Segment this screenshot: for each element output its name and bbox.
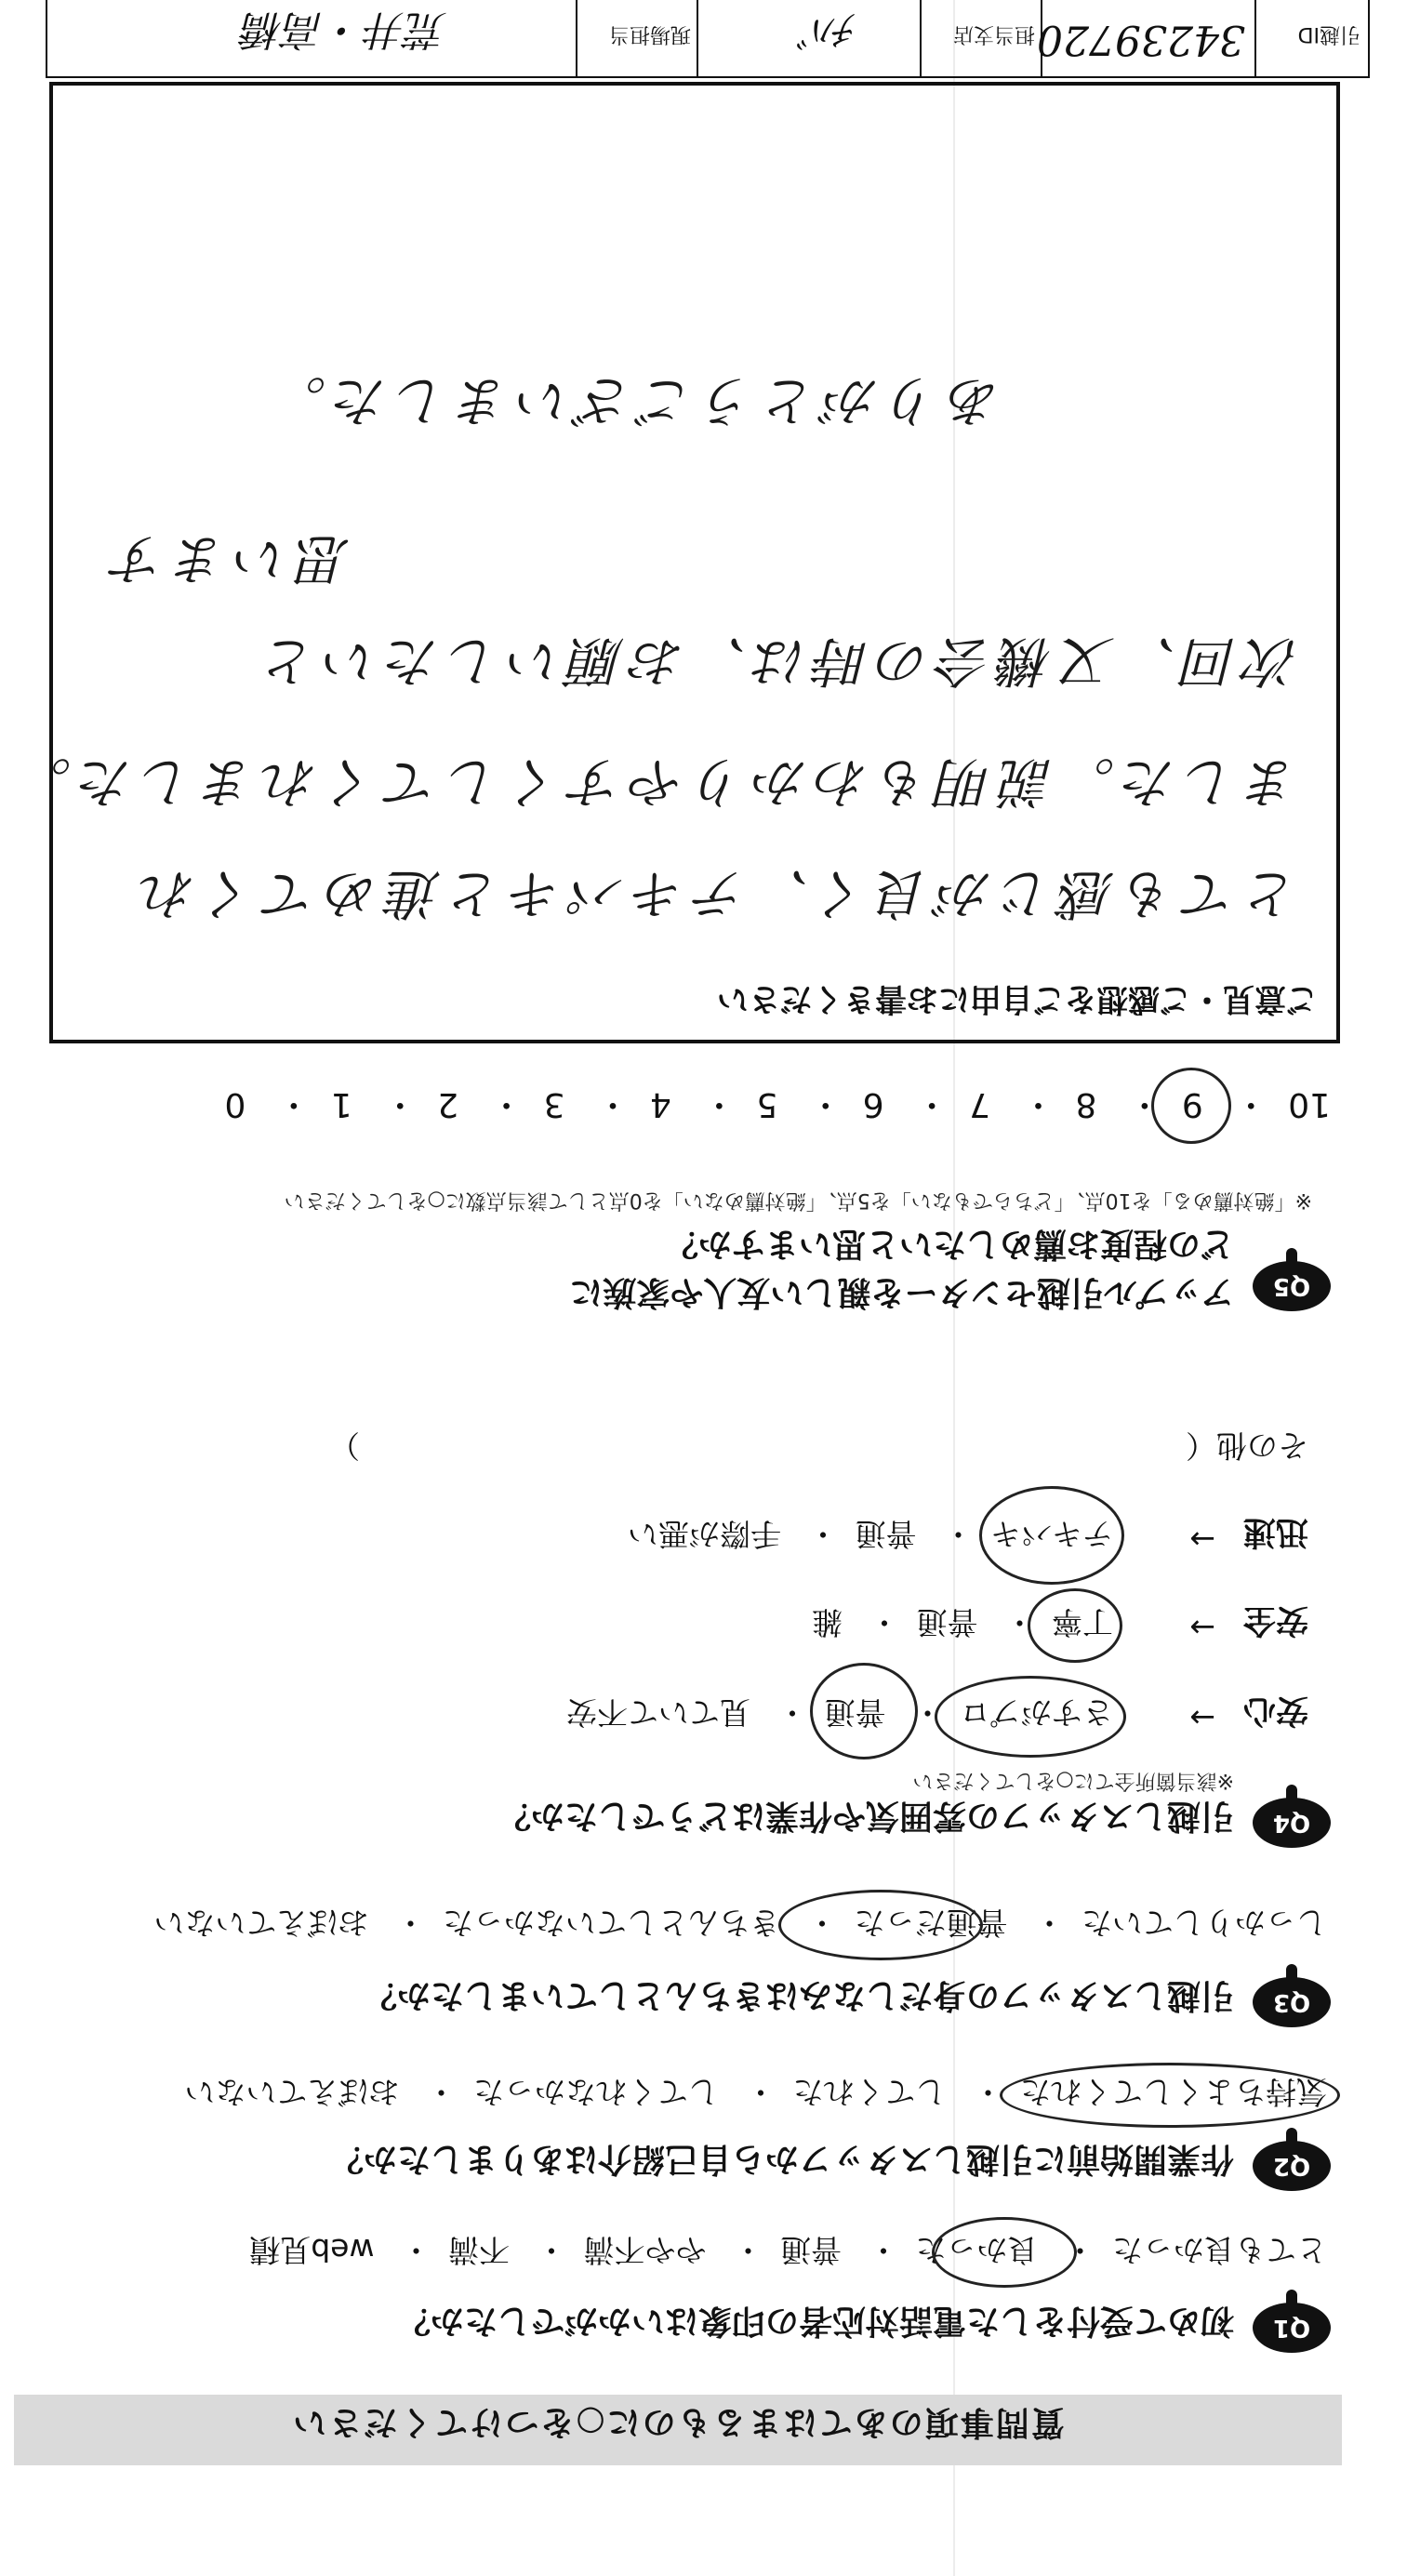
q4-row-label-anzen: 安全 <box>1242 1601 1308 1639</box>
staff-value-cell <box>51 0 577 76</box>
q3-option[interactable]: しっかりしていた <box>1082 1905 1327 1941</box>
comment-box[interactable] <box>9 82 1340 1043</box>
q4-option[interactable]: 普通 <box>916 1604 978 1640</box>
q4-anshin-circle-2 <box>810 1663 918 1759</box>
instructions-band <box>14 2395 1342 2465</box>
q5-scale-option[interactable]: 10 <box>1288 1085 1331 1123</box>
branch-label: 担当支店 <box>952 22 1035 46</box>
q3-answer-circle <box>778 1890 983 1960</box>
q4-option[interactable]: 雑 <box>812 1604 843 1640</box>
q5-icon: Q5 <box>1253 1261 1331 1311</box>
comment-heading: ご意見・ご感想をご自由にお書きください <box>717 980 1318 1017</box>
q4-row-label-jinsoku: 迅速 <box>1242 1513 1308 1550</box>
q2-icon: Q2 <box>1253 2141 1331 2191</box>
q4-anzen-circle <box>1028 1588 1122 1663</box>
q5-scale-option-selected[interactable]: 9 <box>1181 1085 1203 1123</box>
branch-value: ﾁﾊﾞ <box>795 6 856 53</box>
staff-label: 現場担当 <box>608 22 691 46</box>
q4-option-selected[interactable]: さすがプロ <box>960 1694 1113 1731</box>
comment-line-3: 次回、又機会の時は、お願いしたいと <box>255 630 1299 693</box>
q3-icon: Q3 <box>1253 1977 1331 2027</box>
comment-line-4: 思います <box>104 527 351 591</box>
id-value: 34239720 <box>1037 16 1245 63</box>
q4-note: ※該当箇所全てに○をしてください <box>912 1769 1234 1792</box>
q4-other <box>1169 1426 1308 1469</box>
q2-option-selected[interactable]: 気持ちよくしてくれた <box>1020 2074 1327 2110</box>
q2-option[interactable]: してくれた <box>792 2074 947 2110</box>
q5-question-line1: アップル引越センターを親しい友人や家族に <box>569 1273 1234 1311</box>
q1-answer-circle <box>932 2217 1077 2288</box>
q1-option[interactable]: 普通 <box>780 2232 842 2268</box>
q5-question-line2: どの程度お薦めしたいと思いますか？ <box>664 1225 1234 1263</box>
q5-scale-option[interactable]: 0 <box>224 1085 246 1123</box>
q5-note: ※「絶対薦める」を10点、「どちらでもない」を5点、「絶対薦めない」を0点として該当点数に○をしてください <box>284 1188 1312 1212</box>
staff-label-cell <box>576 0 698 76</box>
comment-line-5: ありがとうございました。 <box>264 369 1002 432</box>
q5-scale: 10・ 9・ 8・ 7・ 6・ 5・ 4・ 3・ 2・ 1・ 0 <box>224 1085 1331 1123</box>
q3-option[interactable]: おぼえていない <box>153 1905 369 1941</box>
q5-scale-option[interactable]: 4 <box>649 1085 671 1123</box>
q4-row-options-anzen: 丁寧・ 普通・ 雑 <box>812 1604 1113 1640</box>
q3-question: 引越しスタッフの身だしなみはきちんとしていましたか？ <box>363 1976 1234 2014</box>
arrow-right-icon: → <box>1189 1610 1215 1646</box>
q4-anshin-circle-1 <box>935 1676 1126 1758</box>
q1-options: とても良かった・ 良かった・ 普通・ やや不満・ 不満・ web見積 <box>249 2232 1327 2268</box>
branch-value-cell <box>697 0 922 76</box>
q4-other-close <box>312 1426 360 1469</box>
q1-option-selected[interactable]: 良かった <box>915 2232 1039 2268</box>
id-label: 引越ID <box>1297 22 1360 46</box>
q4-option-selected[interactable]: 丁寧 <box>1052 1604 1113 1640</box>
q5-answer-circle <box>1151 1068 1231 1144</box>
q1-option[interactable]: web見積 <box>249 2232 375 2268</box>
q1-option[interactable]: やや不満 <box>583 2232 707 2268</box>
q3-option-selected[interactable]: 普通だった <box>854 1905 1008 1941</box>
q2-answer-circle <box>1000 2063 1340 2128</box>
q4-option[interactable]: 普通 <box>855 1516 917 1552</box>
q4-icon: Q4 <box>1253 1798 1331 1848</box>
q1-option[interactable]: 不満 <box>448 2232 510 2268</box>
q3-options: しっかりしていた・ 普通だった・ きちんとしていなかった・ おぼえていない <box>153 1905 1327 1941</box>
q5-scale-option[interactable]: 6 <box>862 1085 884 1123</box>
comment-line-2: ました。説明もわかりやすくしてくれました。 <box>9 750 1299 814</box>
q4-option[interactable]: 見ていて不安 <box>566 1694 750 1731</box>
q5-scale-option[interactable]: 3 <box>543 1085 565 1123</box>
q5-scale-option[interactable]: 5 <box>756 1085 778 1123</box>
q5-scale-option[interactable]: 8 <box>1075 1085 1097 1123</box>
arrow-right-icon: → <box>1189 1700 1215 1736</box>
branch-label-cell <box>920 0 1042 76</box>
q4-question: 引越しスタッフの雰囲気や作業はどうでしたか？ <box>497 1797 1234 1835</box>
q1-question: 初めて受付をした電話対応者の印象はいかがでしたか？ <box>396 2302 1234 2340</box>
q4-jinsoku-circle <box>979 1486 1124 1585</box>
q4-other-label: その他（ <box>1186 1427 1308 1464</box>
arrow-right-icon: → <box>1189 1521 1215 1558</box>
q4-option-selected[interactable]: テキパキ <box>990 1516 1113 1552</box>
q5-scale-option[interactable]: 1 <box>330 1085 352 1123</box>
id-value-cell <box>1037 0 1256 76</box>
q4-row-options-jinsoku: テキパキ・ 普通・ 手際が悪い <box>628 1516 1113 1552</box>
q4-row-options-anshin: さすがプロ・ 普通・ 見ていて不安 <box>566 1694 1113 1731</box>
q2-option[interactable]: してくれなかった <box>473 2074 719 2110</box>
id-table <box>46 0 1370 78</box>
q4-row-label-anshin: 安心 <box>1242 1692 1308 1729</box>
staff-value: 荒井・高橋 <box>243 6 447 53</box>
comment-line-1: とても感じが良く、テキパキと進めてくれ <box>134 862 1299 925</box>
q1-icon: Q1 <box>1253 2303 1331 2353</box>
q2-question: 作業開始前に引越しスタッフから自己紹介はありましたか？ <box>329 2140 1234 2178</box>
q4-option[interactable]: 手際が悪い <box>628 1516 781 1552</box>
q1-option[interactable]: とても良かった <box>1112 2232 1327 2268</box>
instructions-text: 質問事項のあてはまるものに○をつけてください <box>291 2403 1065 2441</box>
q2-option[interactable]: おぼえていない <box>184 2074 400 2110</box>
q3-option[interactable]: きちんとしていなかった <box>443 1905 780 1941</box>
q4-option-selected[interactable]: 普通 <box>824 1694 886 1731</box>
q5-scale-option[interactable]: 7 <box>969 1085 990 1123</box>
id-label-cell <box>1254 0 1368 76</box>
q5-scale-option[interactable]: 2 <box>437 1085 459 1123</box>
q4-other-close-paren: ） <box>329 1427 360 1464</box>
q2-options: 気持ちよくしてくれた・ してくれた・ してくれなかった・ おぼえていない <box>184 2074 1327 2110</box>
